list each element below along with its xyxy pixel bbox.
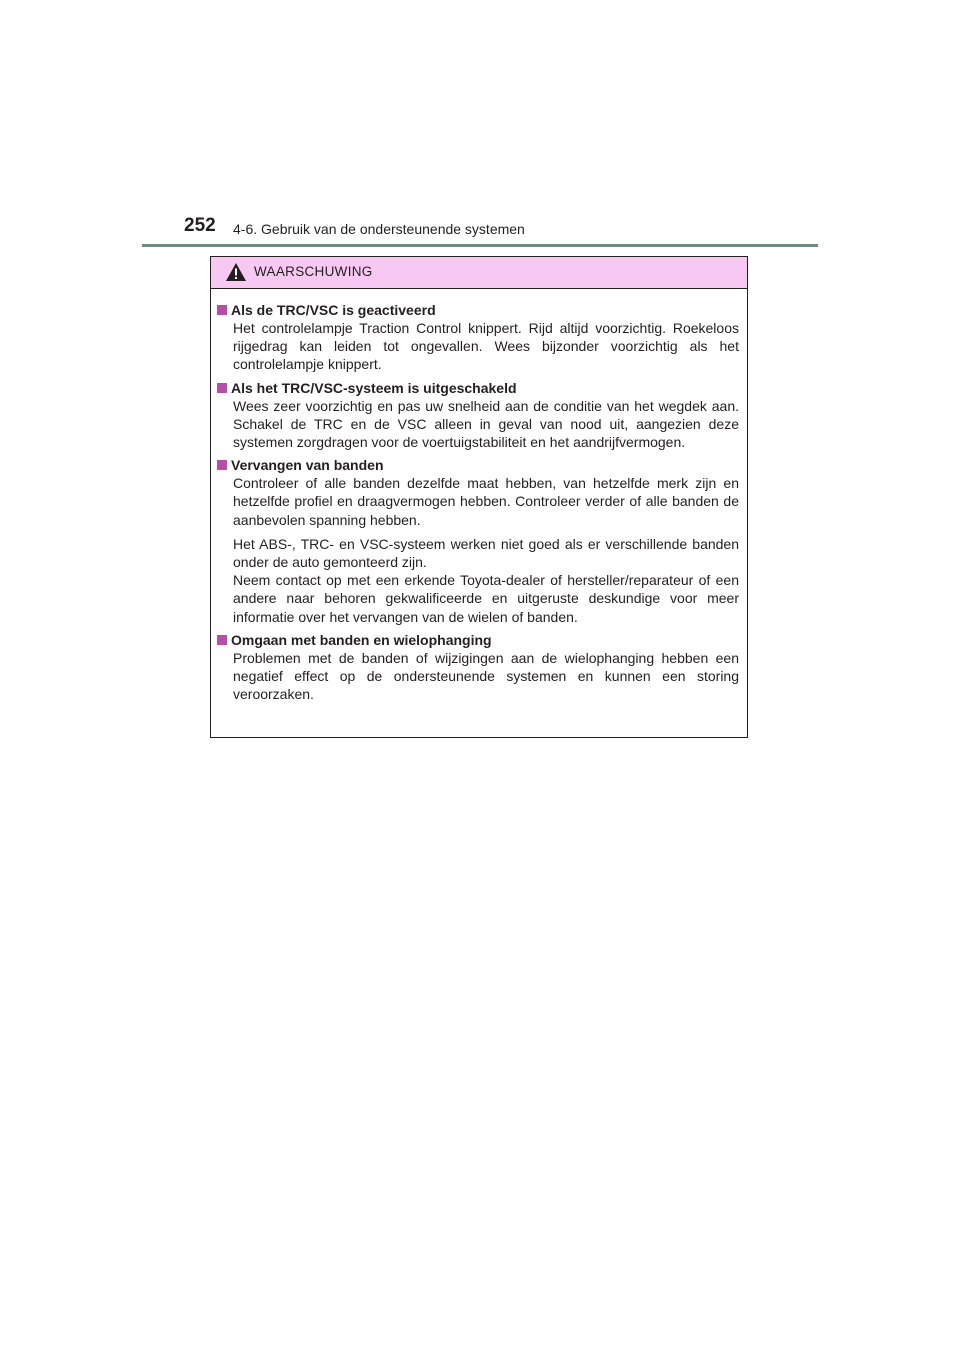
item-heading (217, 379, 739, 397)
page-number: 252 (184, 215, 216, 236)
item-heading (217, 301, 739, 319)
warning-item (217, 379, 739, 452)
item-paragraph: Controleer of alle banden dezelfde maat hebben, van hetzelfde merk zijn en hetzelfde profiel en draagvermogen hebben. Controleer verder of alle banden de aanbevolen spanning hebben. (233, 475, 739, 528)
square-bullet-icon (217, 635, 227, 645)
warning-item (217, 631, 739, 704)
item-heading-text: Als het TRC/VSC-systeem is uitgeschakeld (231, 379, 517, 396)
item-paragraph: Het controlelampje Traction Control knippert. Rijd altijd voorzichtig. Roekeloos rijgedrag kan leiden tot ongevallen. Wees bijzonder voorzichtig als het controlelampje knippert. (233, 320, 739, 373)
item-heading-text: Vervangen van banden (231, 457, 384, 474)
warning-item (217, 301, 739, 374)
item-paragraph: Problemen met de banden of wijzigingen aan de wielophanging hebben een negatief effect op de ondersteunende systemen en kunnen een storing veroorzaken. (233, 649, 739, 703)
square-bullet-icon (217, 460, 227, 470)
item-heading (217, 631, 739, 649)
warning-title: WAARSCHUWING (254, 264, 373, 279)
item-paragraph: Wees zeer voorzichtig en pas uw snelheid aan de conditie van het wegdek aan. Schakel de TRC en de VSC alleen in geval van nood uit, aangezien deze systemen zorgdragen voor de voertuigstabiliteit en het aandrijfvermogen. (233, 397, 739, 451)
warning-item (217, 456, 739, 626)
item-heading-text: Als de TRC/VSC is geactiveerd (231, 302, 436, 318)
item-heading (217, 456, 739, 474)
square-bullet-icon (217, 305, 227, 315)
square-bullet-icon (217, 383, 227, 393)
warning-body (211, 289, 747, 703)
page-header (142, 214, 818, 247)
warning-triangle-icon (225, 262, 247, 282)
section-title: 4-6. Gebruik van de ondersteunende systemen (233, 221, 525, 237)
item-paragraph: Neem contact op met een erkende Toyota-dealer of hersteller/reparateur of een andere naar behoren gekwalificeerde en uitgeruste deskundige voor meer informatie over het vervangen van de wielen of banden. (233, 572, 739, 625)
item-heading-text: Omgaan met banden en wielophanging (231, 631, 492, 648)
item-paragraph: Het ABS-, TRC- en VSC-systeem werken niet goed als er verschillende banden onder de auto gemonteerd zijn. (233, 535, 739, 571)
warning-box (210, 256, 748, 738)
warning-header (211, 257, 747, 289)
